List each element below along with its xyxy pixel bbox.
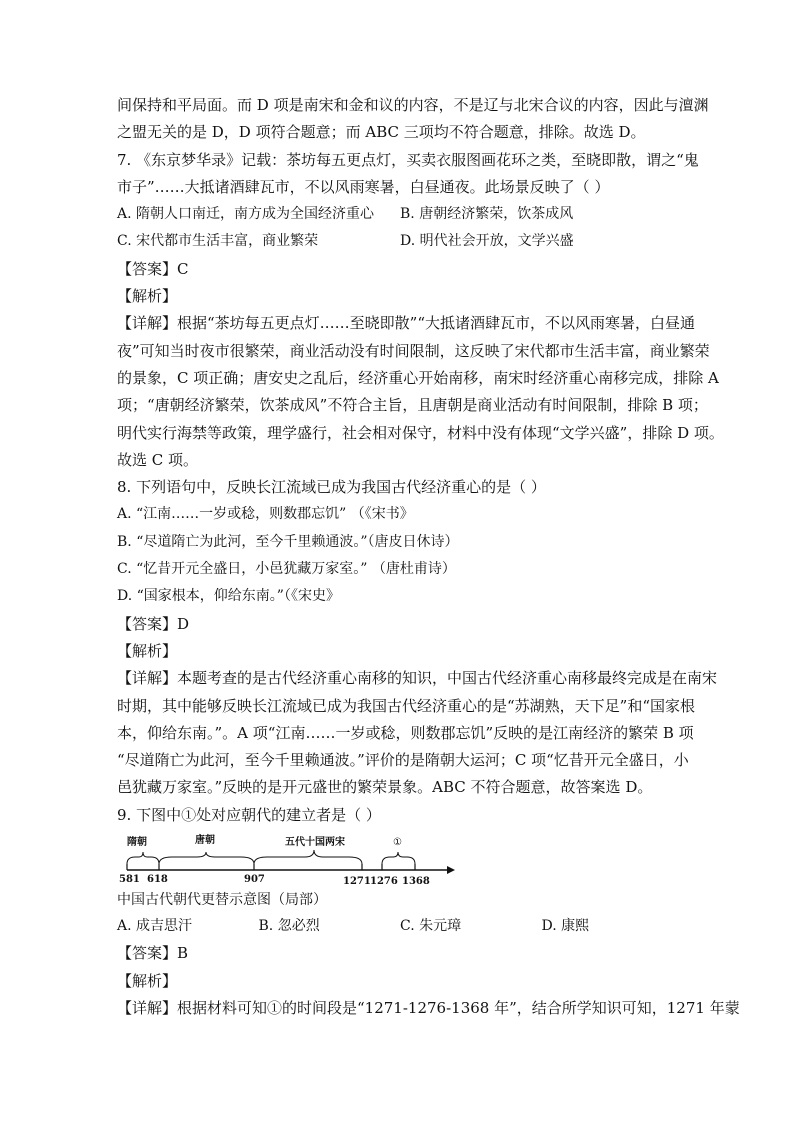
timeline-label-marker: ① <box>393 837 402 849</box>
option-d: D. 明代社会开放，文学兴盛 <box>400 233 574 250</box>
analysis-label: 【解析】 <box>117 641 178 660</box>
detail-line: 【详解】根据材料可知①的时间段是“1271-1276-1368 年”，结合所学知识可知，1271 年蒙 <box>117 998 740 1017</box>
question-stem: 8. 下列语句中，反映长江流域已成为我国古代经济重心的是（ ） <box>117 478 546 497</box>
dynasty-timeline-figure <box>117 831 683 887</box>
detail-line: 的景象，C 项正确；唐安史之乱后，经济重心开始南移，南宋时经济重心南移完成，排除 A <box>117 368 719 387</box>
question-9 <box>117 802 740 1022</box>
question-stem: 市子”……大抵诸酒肆瓦市，不以风雨寒暑，白昼通夜。此场景反映了（ ） <box>117 177 610 196</box>
figure-caption: 中国古代朝代更替示意图（局部） <box>117 892 327 909</box>
question-stem: 9. 下图中①处对应朝代的建立者是（ ） <box>117 805 381 824</box>
answer-label: 【答案】C <box>117 259 189 278</box>
option-b: B. “尽道隋亡为此河，至今千里赖通波。”（唐皮日休诗） <box>117 533 459 550</box>
detail-line: “尽道隋亡为此河，至今千里赖通波。”评价的是隋朝大运河；C 项“忆昔开元全盛日，小 <box>117 751 689 770</box>
timeline-label-tang: 唐朝 <box>195 835 215 847</box>
option-c: C. 宋代都市生活丰富，商业繁荣 <box>117 233 319 250</box>
question-8 <box>117 474 718 802</box>
brace-marker <box>382 852 415 864</box>
timeline-arrow <box>447 866 455 874</box>
analysis-label: 【解析】 <box>117 971 178 990</box>
detail-line: 明代实行海禁等政策，理学盛行，社会相对保守，材料中没有体现“文学兴盛”，排除 D 项。 <box>117 423 724 442</box>
option-b: B. 忽必烈 <box>258 918 320 935</box>
option-c: C. “忆昔开元全盛日，小邑犹藏万家室。” （唐杜甫诗） <box>117 561 456 578</box>
question-stem: 7. 《东京梦华录》记载：茶坊每五更点灯，买卖衣服图画花环之类，至晓即散，谓之“鬼 <box>117 150 699 169</box>
brace-sui <box>127 852 159 864</box>
brace-song <box>254 850 362 864</box>
options-row <box>117 913 683 940</box>
timeline-year: 581 <box>119 874 140 886</box>
option-c: C. 朱元璋 <box>400 918 462 935</box>
answer-label: 【答案】B <box>117 944 189 963</box>
text-line: 之盟无关的是 D，D 项符合题意；而 ABC 三项均不符合题意，排除。故选 D。 <box>117 123 646 142</box>
detail-line: 本，仰给东南。”。A 项“江南……一岁或稔，则数郡忘饥”反映的是江南经济的繁荣 B 项 <box>117 723 694 742</box>
detail-line: 【详解】根据“茶坊每五更点灯……至晓即散”“大抵诸酒肆瓦市，不以风雨寒暑，白昼通 <box>117 314 696 333</box>
detail-line: 项；“唐朝经济繁荣，饮茶成风”不符合主旨，且唐朝是商业活动有时间限制，排除 B 项； <box>117 396 708 415</box>
previous-paragraph <box>117 92 709 147</box>
timeline-year: 907 <box>244 874 265 886</box>
options-row <box>117 201 683 228</box>
answer-label: 【答案】D <box>117 614 190 633</box>
option-d: D. “国家根本，仰给东南。”（《宋史》 <box>117 588 340 605</box>
options-row <box>117 228 683 255</box>
option-d: D. 康熙 <box>541 918 590 935</box>
question-7 <box>117 147 724 475</box>
option-a: A. “江南……一岁或稔，则数郡忘饥” （《宋书》 <box>117 506 414 523</box>
document-page <box>117 92 740 1022</box>
detail-line: 【详解】本题考查的是古代经济重心南移的知识，中国古代经济重心南移最终完成是在南宋 <box>117 669 718 688</box>
timeline-label-song: 五代十国两宋 <box>285 837 345 849</box>
option-a: A. 隋朝人口南迁，南方成为全国经济重心 <box>117 206 375 223</box>
option-b: B. 唐朝经济繁荣，饮茶成风 <box>400 206 574 223</box>
timeline-year: 1368 <box>402 876 430 888</box>
brace-tang <box>159 852 254 864</box>
timeline-year: 618 <box>147 874 168 886</box>
detail-line: 时期，其中能够反映长江流域已成为我国古代经济重心的是“苏湖熟，天下足”和“国家根 <box>117 696 696 715</box>
timeline-label-sui: 隋朝 <box>127 837 147 849</box>
detail-line: 夜”可知当时夜市很繁荣，商业活动没有时间限制，这反映了宋代都市生活丰富，商业繁荣 <box>117 341 710 360</box>
detail-line: 邑犹藏万家室。”反映的是开元盛世的繁荣景象。ABC 不符合题意，故答案选 D。 <box>117 778 653 797</box>
text-line: 间保持和平局面。而 D 项是南宋和金和议的内容，不是辽与北宋合议的内容，因此与澶渊 <box>117 96 709 114</box>
option-a: A. 成吉思汗 <box>117 918 193 935</box>
timeline-year: 1271 <box>343 876 371 888</box>
timeline-year: 1276 <box>370 876 398 888</box>
detail-line: 故选 C 项。 <box>117 450 199 469</box>
analysis-label: 【解析】 <box>117 287 178 306</box>
